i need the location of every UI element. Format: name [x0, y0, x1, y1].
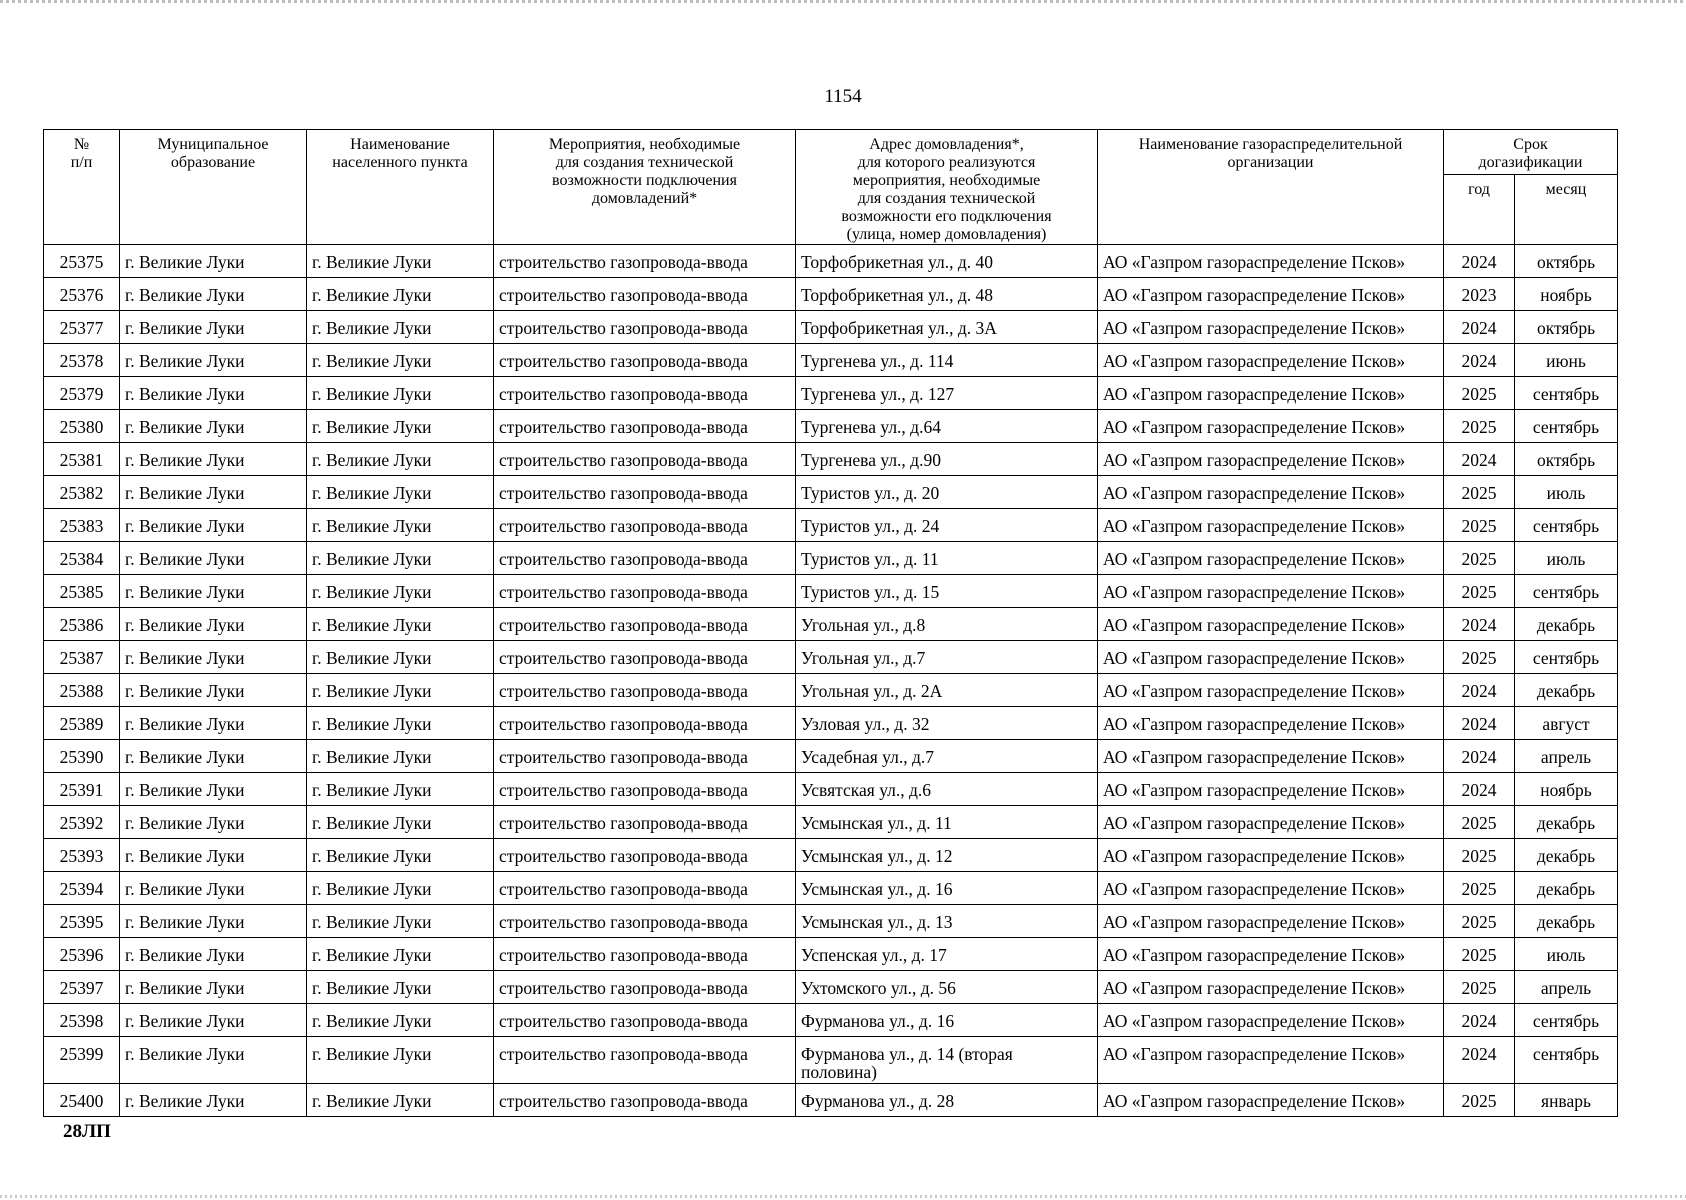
cell-year: 2024: [1444, 740, 1515, 773]
cell-organization: АО «Газпром газораспределение Псков»: [1098, 509, 1444, 542]
cell-num: 25388: [44, 674, 120, 707]
cell-year: 2025: [1444, 938, 1515, 971]
cell-municipality: г. Великие Луки: [120, 245, 307, 278]
cell-measure: строительство газопровода-ввода: [494, 410, 796, 443]
cell-municipality: г. Великие Луки: [120, 443, 307, 476]
cell-month: сентябрь: [1515, 1037, 1618, 1084]
cell-month: июль: [1515, 542, 1618, 575]
cell-measure: строительство газопровода-ввода: [494, 245, 796, 278]
cell-measure: строительство газопровода-ввода: [494, 344, 796, 377]
cell-num: 25383: [44, 509, 120, 542]
cell-settlement: г. Великие Луки: [307, 278, 494, 311]
cell-address: Усмынская ул., д. 13: [796, 905, 1098, 938]
cell-measure: строительство газопровода-ввода: [494, 278, 796, 311]
table-row: [44, 245, 1618, 278]
cell-address: Узловая ул., д. 32: [796, 707, 1098, 740]
cell-measure: строительство газопровода-ввода: [494, 707, 796, 740]
cell-address: Усвятская ул., д.6: [796, 773, 1098, 806]
cell-address: Торфобрикетная ул., д. 48: [796, 278, 1098, 311]
cell-measure: строительство газопровода-ввода: [494, 377, 796, 410]
cell-month: ноябрь: [1515, 773, 1618, 806]
cell-municipality: г. Великие Луки: [120, 1004, 307, 1037]
cell-year: 2024: [1444, 773, 1515, 806]
cell-month: октябрь: [1515, 443, 1618, 476]
cell-address: Усмынская ул., д. 16: [796, 872, 1098, 905]
cell-measure: строительство газопровода-ввода: [494, 872, 796, 905]
cell-municipality: г. Великие Луки: [120, 938, 307, 971]
cell-organization: АО «Газпром газораспределение Псков»: [1098, 1084, 1444, 1117]
cell-year: 2025: [1444, 575, 1515, 608]
cell-organization: АО «Газпром газораспределение Псков»: [1098, 806, 1444, 839]
table-row: [44, 311, 1618, 344]
cell-organization: АО «Газпром газораспределение Псков»: [1098, 740, 1444, 773]
cell-municipality: г. Великие Луки: [120, 1084, 307, 1117]
cell-num: 25392: [44, 806, 120, 839]
table-row: [44, 509, 1618, 542]
cell-address: Туристов ул., д. 20: [796, 476, 1098, 509]
cell-municipality: г. Великие Луки: [120, 575, 307, 608]
cell-settlement: г. Великие Луки: [307, 311, 494, 344]
cell-address: Тургенева ул., д. 114: [796, 344, 1098, 377]
header-address: Адрес домовладения*, для которого реализуются мероприятия, необходимые для создания технической возможности его подключения (улица, номер домовладения): [796, 130, 1098, 245]
cell-settlement: г. Великие Луки: [307, 476, 494, 509]
header-measures: Мероприятия, необходимые для создания технической возможности подключения домовладений*: [494, 130, 796, 245]
cell-num: 25391: [44, 773, 120, 806]
cell-month: сентябрь: [1515, 377, 1618, 410]
cell-measure: строительство газопровода-ввода: [494, 806, 796, 839]
cell-settlement: г. Великие Луки: [307, 575, 494, 608]
cell-municipality: г. Великие Луки: [120, 971, 307, 1004]
cell-month: сентябрь: [1515, 509, 1618, 542]
cell-num: 25376: [44, 278, 120, 311]
cell-municipality: г. Великие Луки: [120, 377, 307, 410]
cell-municipality: г. Великие Луки: [120, 542, 307, 575]
table-row: [44, 1004, 1618, 1037]
cell-address: Фурманова ул., д. 28: [796, 1084, 1098, 1117]
cell-organization: АО «Газпром газораспределение Псков»: [1098, 476, 1444, 509]
cell-num: 25399: [44, 1037, 120, 1084]
cell-municipality: г. Великие Луки: [120, 509, 307, 542]
cell-municipality: г. Великие Луки: [120, 1037, 307, 1084]
cell-year: 2025: [1444, 641, 1515, 674]
cell-year: 2025: [1444, 476, 1515, 509]
cell-month: апрель: [1515, 740, 1618, 773]
cell-settlement: г. Великие Луки: [307, 839, 494, 872]
table-row: [44, 410, 1618, 443]
table-row: [44, 839, 1618, 872]
cell-address: Усадебная ул., д.7: [796, 740, 1098, 773]
cell-municipality: г. Великие Луки: [120, 641, 307, 674]
cell-municipality: г. Великие Луки: [120, 674, 307, 707]
scan-edge-top: [0, 0, 1686, 3]
table-body: [44, 245, 1618, 1117]
cell-settlement: г. Великие Луки: [307, 905, 494, 938]
cell-year: 2024: [1444, 1037, 1515, 1084]
cell-address: Ухтомского ул., д. 56: [796, 971, 1098, 1004]
cell-measure: строительство газопровода-ввода: [494, 971, 796, 1004]
cell-measure: строительство газопровода-ввода: [494, 311, 796, 344]
table-row: [44, 344, 1618, 377]
cell-num: 25382: [44, 476, 120, 509]
cell-address: Угольная ул., д.8: [796, 608, 1098, 641]
footer-code: 28ЛП: [63, 1121, 111, 1142]
cell-month: январь: [1515, 1084, 1618, 1117]
table-row: [44, 542, 1618, 575]
cell-num: 25378: [44, 344, 120, 377]
cell-measure: строительство газопровода-ввода: [494, 443, 796, 476]
cell-measure: строительство газопровода-ввода: [494, 773, 796, 806]
cell-measure: строительство газопровода-ввода: [494, 1004, 796, 1037]
cell-year: 2025: [1444, 410, 1515, 443]
cell-measure: строительство газопровода-ввода: [494, 575, 796, 608]
cell-measure: строительство газопровода-ввода: [494, 476, 796, 509]
table-row: [44, 971, 1618, 1004]
table-row: [44, 575, 1618, 608]
table-row: [44, 707, 1618, 740]
cell-num: 25379: [44, 377, 120, 410]
cell-organization: АО «Газпром газораспределение Псков»: [1098, 674, 1444, 707]
cell-month: сентябрь: [1515, 641, 1618, 674]
cell-settlement: г. Великие Луки: [307, 443, 494, 476]
cell-year: 2024: [1444, 1004, 1515, 1037]
cell-month: декабрь: [1515, 839, 1618, 872]
cell-year: 2024: [1444, 311, 1515, 344]
cell-measure: строительство газопровода-ввода: [494, 1037, 796, 1084]
cell-settlement: г. Великие Луки: [307, 245, 494, 278]
cell-organization: АО «Газпром газораспределение Псков»: [1098, 773, 1444, 806]
cell-num: 25396: [44, 938, 120, 971]
table-row: [44, 938, 1618, 971]
cell-year: 2025: [1444, 806, 1515, 839]
cell-organization: АО «Газпром газораспределение Псков»: [1098, 608, 1444, 641]
cell-municipality: г. Великие Луки: [120, 476, 307, 509]
cell-address: Торфобрикетная ул., д. 3А: [796, 311, 1098, 344]
cell-measure: строительство газопровода-ввода: [494, 641, 796, 674]
cell-num: 25381: [44, 443, 120, 476]
cell-address: Туристов ул., д. 15: [796, 575, 1098, 608]
cell-month: сентябрь: [1515, 1004, 1618, 1037]
cell-num: 25394: [44, 872, 120, 905]
cell-month: июль: [1515, 476, 1618, 509]
cell-municipality: г. Великие Луки: [120, 707, 307, 740]
cell-year: 2025: [1444, 872, 1515, 905]
table-row: [44, 641, 1618, 674]
cell-year: 2025: [1444, 542, 1515, 575]
cell-month: апрель: [1515, 971, 1618, 1004]
cell-num: 25377: [44, 311, 120, 344]
cell-settlement: г. Великие Луки: [307, 608, 494, 641]
cell-settlement: г. Великие Луки: [307, 410, 494, 443]
cell-settlement: г. Великие Луки: [307, 740, 494, 773]
cell-municipality: г. Великие Луки: [120, 344, 307, 377]
cell-settlement: г. Великие Луки: [307, 1037, 494, 1084]
cell-month: декабрь: [1515, 674, 1618, 707]
header-month: месяц: [1515, 175, 1618, 245]
cell-num: 25397: [44, 971, 120, 1004]
cell-measure: строительство газопровода-ввода: [494, 839, 796, 872]
table-row: [44, 773, 1618, 806]
cell-year: 2023: [1444, 278, 1515, 311]
cell-year: 2025: [1444, 377, 1515, 410]
cell-settlement: г. Великие Луки: [307, 1004, 494, 1037]
cell-municipality: г. Великие Луки: [120, 278, 307, 311]
header-year: год: [1444, 175, 1515, 245]
table-header: [44, 130, 1618, 245]
cell-address: Фурманова ул., д. 14 (вторая половина): [796, 1037, 1098, 1084]
cell-num: 25384: [44, 542, 120, 575]
header-settlement: Наименование населенного пункта: [307, 130, 494, 245]
cell-municipality: г. Великие Луки: [120, 608, 307, 641]
cell-municipality: г. Великие Луки: [120, 872, 307, 905]
cell-organization: АО «Газпром газораспределение Псков»: [1098, 311, 1444, 344]
cell-month: декабрь: [1515, 872, 1618, 905]
cell-organization: АО «Газпром газораспределение Псков»: [1098, 575, 1444, 608]
cell-measure: строительство газопровода-ввода: [494, 608, 796, 641]
cell-organization: АО «Газпром газораспределение Псков»: [1098, 245, 1444, 278]
cell-measure: строительство газопровода-ввода: [494, 542, 796, 575]
cell-municipality: г. Великие Луки: [120, 410, 307, 443]
cell-month: октябрь: [1515, 311, 1618, 344]
table-row: [44, 674, 1618, 707]
cell-address: Туристов ул., д. 11: [796, 542, 1098, 575]
cell-month: сентябрь: [1515, 410, 1618, 443]
cell-organization: АО «Газпром газораспределение Псков»: [1098, 839, 1444, 872]
header-num: № п/п: [44, 130, 120, 245]
cell-address: Фурманова ул., д. 16: [796, 1004, 1098, 1037]
table-row: [44, 1084, 1618, 1117]
header-organization: Наименование газораспределительной организации: [1098, 130, 1444, 245]
cell-settlement: г. Великие Луки: [307, 773, 494, 806]
cell-address: Тургенева ул., д. 127: [796, 377, 1098, 410]
header-municipality: Муниципальное образование: [120, 130, 307, 245]
cell-municipality: г. Великие Луки: [120, 740, 307, 773]
cell-year: 2025: [1444, 905, 1515, 938]
cell-organization: АО «Газпром газораспределение Псков»: [1098, 707, 1444, 740]
cell-organization: АО «Газпром газораспределение Псков»: [1098, 641, 1444, 674]
cell-municipality: г. Великие Луки: [120, 311, 307, 344]
cell-address: Усмынская ул., д. 11: [796, 806, 1098, 839]
cell-organization: АО «Газпром газораспределение Псков»: [1098, 1037, 1444, 1084]
cell-municipality: г. Великие Луки: [120, 839, 307, 872]
cell-municipality: г. Великие Луки: [120, 905, 307, 938]
cell-num: 25395: [44, 905, 120, 938]
table-row: [44, 905, 1618, 938]
cell-year: 2024: [1444, 707, 1515, 740]
cell-organization: АО «Газпром газораспределение Псков»: [1098, 344, 1444, 377]
scan-edge-bottom: [0, 1195, 1686, 1198]
cell-organization: АО «Газпром газораспределение Псков»: [1098, 872, 1444, 905]
cell-municipality: г. Великие Луки: [120, 773, 307, 806]
cell-settlement: г. Великие Луки: [307, 674, 494, 707]
table-row: [44, 872, 1618, 905]
table-row: [44, 608, 1618, 641]
cell-address: Тургенева ул., д.64: [796, 410, 1098, 443]
cell-month: декабрь: [1515, 905, 1618, 938]
cell-num: 25390: [44, 740, 120, 773]
cell-organization: АО «Газпром газораспределение Псков»: [1098, 377, 1444, 410]
cell-address: Тургенева ул., д.90: [796, 443, 1098, 476]
table-row: [44, 806, 1618, 839]
cell-settlement: г. Великие Луки: [307, 806, 494, 839]
cell-num: 25375: [44, 245, 120, 278]
cell-municipality: г. Великие Луки: [120, 806, 307, 839]
cell-num: 25400: [44, 1084, 120, 1117]
cell-num: 25398: [44, 1004, 120, 1037]
cell-year: 2024: [1444, 443, 1515, 476]
cell-organization: АО «Газпром газораспределение Псков»: [1098, 410, 1444, 443]
cell-measure: строительство газопровода-ввода: [494, 674, 796, 707]
cell-organization: АО «Газпром газораспределение Псков»: [1098, 938, 1444, 971]
cell-num: 25386: [44, 608, 120, 641]
cell-year: 2025: [1444, 839, 1515, 872]
cell-measure: строительство газопровода-ввода: [494, 938, 796, 971]
cell-settlement: г. Великие Луки: [307, 509, 494, 542]
cell-month: ноябрь: [1515, 278, 1618, 311]
cell-settlement: г. Великие Луки: [307, 377, 494, 410]
cell-organization: АО «Газпром газораспределение Псков»: [1098, 542, 1444, 575]
cell-organization: АО «Газпром газораспределение Псков»: [1098, 1004, 1444, 1037]
cell-year: 2024: [1444, 674, 1515, 707]
cell-address: Угольная ул., д. 2А: [796, 674, 1098, 707]
cell-year: 2024: [1444, 608, 1515, 641]
cell-settlement: г. Великие Луки: [307, 707, 494, 740]
cell-year: 2025: [1444, 1084, 1515, 1117]
cell-month: декабрь: [1515, 608, 1618, 641]
cell-settlement: г. Великие Луки: [307, 872, 494, 905]
cell-settlement: г. Великие Луки: [307, 971, 494, 1004]
cell-month: август: [1515, 707, 1618, 740]
cell-address: Торфобрикетная ул., д. 40: [796, 245, 1098, 278]
table-row: [44, 278, 1618, 311]
table-row: [44, 740, 1618, 773]
cell-month: июнь: [1515, 344, 1618, 377]
cell-settlement: г. Великие Луки: [307, 542, 494, 575]
gasification-table: [43, 129, 1618, 1117]
cell-organization: АО «Газпром газораспределение Псков»: [1098, 278, 1444, 311]
table-row: [44, 377, 1618, 410]
cell-num: 25387: [44, 641, 120, 674]
cell-organization: АО «Газпром газораспределение Псков»: [1098, 905, 1444, 938]
table-row: [44, 443, 1618, 476]
cell-num: 25380: [44, 410, 120, 443]
cell-month: октябрь: [1515, 245, 1618, 278]
header-term: Срок догазификации: [1444, 130, 1618, 175]
cell-address: Угольная ул., д.7: [796, 641, 1098, 674]
cell-year: 2024: [1444, 245, 1515, 278]
table-row: [44, 1037, 1618, 1084]
cell-organization: АО «Газпром газораспределение Псков»: [1098, 971, 1444, 1004]
cell-num: 25393: [44, 839, 120, 872]
cell-address: Усмынская ул., д. 12: [796, 839, 1098, 872]
cell-year: 2024: [1444, 344, 1515, 377]
cell-settlement: г. Великие Луки: [307, 938, 494, 971]
cell-month: июль: [1515, 938, 1618, 971]
cell-organization: АО «Газпром газораспределение Псков»: [1098, 443, 1444, 476]
cell-settlement: г. Великие Луки: [307, 1084, 494, 1117]
cell-settlement: г. Великие Луки: [307, 641, 494, 674]
cell-year: 2025: [1444, 509, 1515, 542]
cell-measure: строительство газопровода-ввода: [494, 1084, 796, 1117]
cell-measure: строительство газопровода-ввода: [494, 905, 796, 938]
cell-month: декабрь: [1515, 806, 1618, 839]
cell-address: Успенская ул., д. 17: [796, 938, 1098, 971]
cell-month: сентябрь: [1515, 575, 1618, 608]
cell-num: 25385: [44, 575, 120, 608]
cell-settlement: г. Великие Луки: [307, 344, 494, 377]
cell-measure: строительство газопровода-ввода: [494, 509, 796, 542]
cell-year: 2025: [1444, 971, 1515, 1004]
page-number: 1154: [824, 86, 862, 107]
table-row: [44, 476, 1618, 509]
cell-measure: строительство газопровода-ввода: [494, 740, 796, 773]
cell-num: 25389: [44, 707, 120, 740]
cell-address: Туристов ул., д. 24: [796, 509, 1098, 542]
